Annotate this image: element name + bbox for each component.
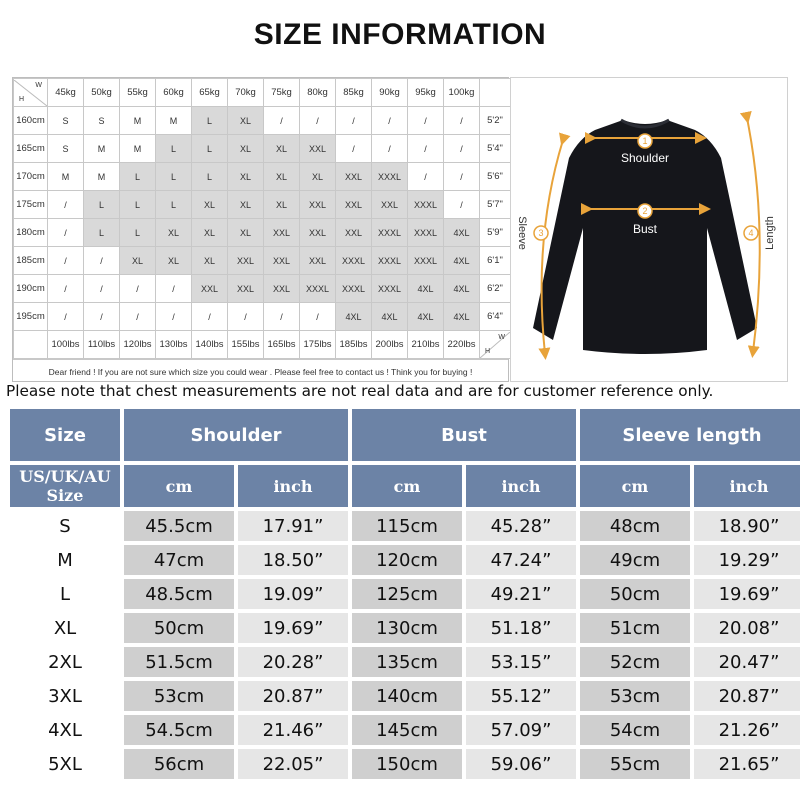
size-row <box>10 545 790 575</box>
size-recommendation-cell: XXXL <box>408 247 444 275</box>
weight-lbs-header: 100lbs <box>48 331 84 359</box>
blank-cell <box>14 331 48 359</box>
size-recommendation-cell: XXXL <box>408 219 444 247</box>
size-recommendation-cell: / <box>444 107 480 135</box>
subheader-sleeve-inch: inch <box>694 465 800 507</box>
size-recommendation-cell: XL <box>228 107 264 135</box>
bust-inch-cell: 55.12” <box>466 681 576 711</box>
size-recommendation-cell: M <box>84 135 120 163</box>
bust-cm-cell: 125cm <box>352 579 462 609</box>
shoulder-inch-cell: 17.91” <box>238 511 348 541</box>
weight-kg-header: 75kg <box>264 79 300 107</box>
size-recommendation-cell: XL <box>300 163 336 191</box>
marker-4-number: 4 <box>748 228 754 238</box>
sleeve-inch-cell: 18.90” <box>694 511 800 541</box>
size-cell: S <box>10 511 120 541</box>
subheader-bust-cm: cm <box>352 465 462 507</box>
size-row <box>10 715 790 745</box>
shoulder-inch-cell: 19.09” <box>238 579 348 609</box>
size-recommendation-cell: XXL <box>300 219 336 247</box>
height-row <box>14 275 511 303</box>
size-recommendation-cell: XL <box>264 163 300 191</box>
sleeve-inch-cell: 21.65” <box>694 749 800 779</box>
size-recommendation-cell: XL <box>192 247 228 275</box>
size-recommendation-cell: / <box>264 303 300 331</box>
size-recommendation-cell: / <box>192 303 228 331</box>
header-size: Size <box>10 409 120 461</box>
shoulder-cm-cell: 53cm <box>124 681 234 711</box>
sleeve-inch-cell: 21.26” <box>694 715 800 745</box>
size-cell: 3XL <box>10 681 120 711</box>
size-recommendation-cell: XXXL <box>372 219 408 247</box>
size-recommendation-cell: L <box>192 163 228 191</box>
size-cell: 4XL <box>10 715 120 745</box>
size-recommendation-cell: 4XL <box>408 303 444 331</box>
size-recommendation-cell: / <box>444 163 480 191</box>
size-recommendation-cell: / <box>48 219 84 247</box>
sleeve-cm-cell: 54cm <box>580 715 690 745</box>
size-measurement-table <box>10 409 790 783</box>
size-recommendation-cell: / <box>336 135 372 163</box>
size-recommendation-cell: XL <box>228 191 264 219</box>
chest-disclaimer: Please note that chest measurements are not real data and are for customer reference only. <box>6 382 714 400</box>
size-recommendation-cell: / <box>84 275 120 303</box>
size-recommendation-cell: L <box>156 163 192 191</box>
shoulder-cm-cell: 48.5cm <box>124 579 234 609</box>
size-recommendation-cell: M <box>120 135 156 163</box>
height-row <box>14 191 511 219</box>
sleeve-inch-cell: 20.87” <box>694 681 800 711</box>
length-label: Length <box>764 216 776 250</box>
size-row <box>10 579 790 609</box>
size-recommendation-cell: XXXL <box>336 275 372 303</box>
weight-lbs-header: 185lbs <box>336 331 372 359</box>
bust-cm-cell: 145cm <box>352 715 462 745</box>
bust-inch-cell: 45.28” <box>466 511 576 541</box>
size-recommendation-cell: S <box>48 107 84 135</box>
sleeve-inch-cell: 19.69” <box>694 579 800 609</box>
weight-lbs-header: 165lbs <box>264 331 300 359</box>
bust-inch-cell: 47.24” <box>466 545 576 575</box>
subheader-shoulder-inch: inch <box>238 465 348 507</box>
size-recommendation-cell: / <box>264 107 300 135</box>
size-recommendation-cell: XL <box>228 135 264 163</box>
size-recommendation-cell: / <box>156 303 192 331</box>
bust-cm-cell: 115cm <box>352 511 462 541</box>
size-recommendation-cell: M <box>48 163 84 191</box>
size-recommendation-cell: XL <box>120 247 156 275</box>
size-recommendation-cell: XXXL <box>408 191 444 219</box>
size-row <box>10 681 790 711</box>
height-row <box>14 303 511 331</box>
size-recommendation-cell: L <box>192 135 228 163</box>
shoulder-inch-cell: 19.69” <box>238 613 348 643</box>
weight-lbs-row <box>14 331 511 359</box>
size-recommendation-cell: / <box>444 191 480 219</box>
size-recommendation-cell: XXXL <box>372 275 408 303</box>
sleeve-cm-cell: 55cm <box>580 749 690 779</box>
shoulder-inch-cell: 20.28” <box>238 647 348 677</box>
sleeve-inch-cell: 20.08” <box>694 613 800 643</box>
weight-kg-header: 85kg <box>336 79 372 107</box>
height-ft-label: 6'2" <box>480 275 511 303</box>
weight-height-table <box>13 78 511 359</box>
shoulder-inch-cell: 20.87” <box>238 681 348 711</box>
size-recommendation-cell: L <box>120 163 156 191</box>
height-cm-label: 180cm <box>14 219 48 247</box>
height-cm-label: 165cm <box>14 135 48 163</box>
size-recommendation-cell: M <box>120 107 156 135</box>
height-row <box>14 247 511 275</box>
size-recommendation-cell: XL <box>192 191 228 219</box>
shoulder-label: Shoulder <box>620 151 670 165</box>
sleeve-cm-cell: 48cm <box>580 511 690 541</box>
size-recommendation-cell: XXL <box>264 275 300 303</box>
size-recommendation-cell: XL <box>156 247 192 275</box>
shoulder-cm-cell: 50cm <box>124 613 234 643</box>
size-recommendation-cell: / <box>120 275 156 303</box>
size-row <box>10 647 790 677</box>
bust-cm-cell: 135cm <box>352 647 462 677</box>
size-recommendation-cell: M <box>156 107 192 135</box>
size-recommendation-cell: XXL <box>264 219 300 247</box>
size-recommendation-cell: XL <box>264 191 300 219</box>
size-recommendation-cell: XL <box>228 163 264 191</box>
height-row <box>14 135 511 163</box>
height-ft-label: 6'1" <box>480 247 511 275</box>
corner-h-bottom: H <box>485 347 491 355</box>
size-recommendation-cell: XL <box>156 219 192 247</box>
sweater-diagram <box>511 78 789 383</box>
subheader-bust-inch: inch <box>466 465 576 507</box>
weight-kg-header: 90kg <box>372 79 408 107</box>
subheader-sleeve-cm: cm <box>580 465 690 507</box>
size-recommendation-cell: S <box>84 107 120 135</box>
weight-kg-header: 100kg <box>444 79 480 107</box>
shoulder-cm-cell: 54.5cm <box>124 715 234 745</box>
size-recommendation-cell: / <box>84 303 120 331</box>
corner-w: W <box>35 81 42 89</box>
size-recommendation-cell: / <box>444 135 480 163</box>
size-recommendation-cell: / <box>300 107 336 135</box>
shoulder-inch-cell: 22.05” <box>238 749 348 779</box>
size-cell: 2XL <box>10 647 120 677</box>
height-ft-label: 5'7" <box>480 191 511 219</box>
bust-inch-cell: 57.09” <box>466 715 576 745</box>
size-recommendation-cell: XXL <box>228 247 264 275</box>
size-recommendation-cell: S <box>48 135 84 163</box>
size-recommendation-cell: 4XL <box>372 303 408 331</box>
sleeve-inch-cell: 20.47” <box>694 647 800 677</box>
size-recommendation-cell: XXL <box>300 191 336 219</box>
size-recommendation-cell: 4XL <box>444 275 480 303</box>
subheader-shoulder-cm: cm <box>124 465 234 507</box>
height-row <box>14 107 511 135</box>
shoulder-cm-cell: 56cm <box>124 749 234 779</box>
bust-inch-cell: 59.06” <box>466 749 576 779</box>
shoulder-cm-cell: 45.5cm <box>124 511 234 541</box>
corner-cell-bottom <box>480 331 511 359</box>
height-ft-label: 6'4" <box>480 303 511 331</box>
bust-cm-cell: 120cm <box>352 545 462 575</box>
weight-kg-header: 70kg <box>228 79 264 107</box>
height-row <box>14 163 511 191</box>
size-rows <box>10 511 790 779</box>
height-row <box>14 219 511 247</box>
size-recommendation-cell: L <box>120 219 156 247</box>
weight-lbs-header: 130lbs <box>156 331 192 359</box>
weight-kg-header: 50kg <box>84 79 120 107</box>
header-shoulder: Shoulder <box>124 409 348 461</box>
corner-w-bottom: W <box>498 333 505 341</box>
height-ft-label: 5'4" <box>480 135 511 163</box>
size-recommendation-cell: XXL <box>336 163 372 191</box>
sweater-illustration <box>510 77 788 382</box>
bust-inch-cell: 49.21” <box>466 579 576 609</box>
sleeve-inch-cell: 19.29” <box>694 545 800 575</box>
bust-label: Bust <box>632 222 658 236</box>
height-ft-label: 5'9" <box>480 219 511 247</box>
size-recommendation-cell: 4XL <box>444 219 480 247</box>
weight-lbs-header: 210lbs <box>408 331 444 359</box>
weight-height-chart <box>12 77 509 382</box>
size-recommendation-cell: XXXL <box>300 275 336 303</box>
height-ft-label: 5'6" <box>480 163 511 191</box>
weight-lbs-header: 140lbs <box>192 331 228 359</box>
size-recommendation-cell: / <box>408 107 444 135</box>
subheader-size-label: US/UK/AU Size <box>10 465 120 507</box>
height-cm-label: 190cm <box>14 275 48 303</box>
size-recommendation-cell: M <box>84 163 120 191</box>
size-recommendation-cell: XXXL <box>372 163 408 191</box>
size-recommendation-cell: L <box>84 191 120 219</box>
size-recommendation-cell: L <box>156 191 192 219</box>
sleeve-cm-cell: 51cm <box>580 613 690 643</box>
size-recommendation-cell: 4XL <box>444 247 480 275</box>
size-recommendation-cell: XXL <box>192 275 228 303</box>
weight-kg-header: 80kg <box>300 79 336 107</box>
size-recommendation-cell: / <box>48 247 84 275</box>
page-title: SIZE INFORMATION <box>253 18 547 51</box>
shoulder-inch-cell: 21.46” <box>238 715 348 745</box>
bust-inch-cell: 51.18” <box>466 613 576 643</box>
size-cell: L <box>10 579 120 609</box>
size-recommendation-cell: XL <box>228 219 264 247</box>
sleeve-cm-cell: 50cm <box>580 579 690 609</box>
bust-cm-cell: 150cm <box>352 749 462 779</box>
header-row <box>10 409 790 461</box>
size-recommendation-cell: L <box>156 135 192 163</box>
size-recommendation-cell: / <box>48 191 84 219</box>
bust-cm-cell: 130cm <box>352 613 462 643</box>
size-recommendation-cell: XXXL <box>372 247 408 275</box>
weight-kg-header: 55kg <box>120 79 156 107</box>
header-bust: Bust <box>352 409 576 461</box>
size-recommendation-cell: / <box>48 303 84 331</box>
marker-2-number: 2 <box>642 206 648 216</box>
weight-lbs-header: 175lbs <box>300 331 336 359</box>
sleeve-label: Sleeve <box>516 216 528 250</box>
size-recommendation-cell: / <box>156 275 192 303</box>
height-cm-label: 175cm <box>14 191 48 219</box>
sleeve-cm-cell: 53cm <box>580 681 690 711</box>
corner-cell <box>14 79 48 107</box>
size-recommendation-cell: L <box>192 107 228 135</box>
subheader-row <box>10 465 790 507</box>
height-cm-label: 170cm <box>14 163 48 191</box>
size-recommendation-cell: / <box>228 303 264 331</box>
weight-lbs-header: 200lbs <box>372 331 408 359</box>
size-row <box>10 613 790 643</box>
size-cell: 5XL <box>10 749 120 779</box>
weight-kg-header: 65kg <box>192 79 228 107</box>
marker-1-number: 1 <box>642 136 648 146</box>
shoulder-cm-cell: 47cm <box>124 545 234 575</box>
size-recommendation-cell: L <box>120 191 156 219</box>
marker-3-number: 3 <box>538 228 544 238</box>
size-recommendation-cell: 4XL <box>444 303 480 331</box>
size-recommendation-cell: XL <box>192 219 228 247</box>
weight-lbs-header: 155lbs <box>228 331 264 359</box>
size-recommendation-cell: / <box>408 163 444 191</box>
bust-cm-cell: 140cm <box>352 681 462 711</box>
size-recommendation-cell: / <box>48 275 84 303</box>
weight-kg-header: 60kg <box>156 79 192 107</box>
size-recommendation-cell: XXL <box>228 275 264 303</box>
height-cm-label: 195cm <box>14 303 48 331</box>
weight-kg-header: 95kg <box>408 79 444 107</box>
weight-lbs-header: 220lbs <box>444 331 480 359</box>
height-cm-label: 185cm <box>14 247 48 275</box>
size-recommendation-cell: / <box>300 303 336 331</box>
size-recommendation-cell: / <box>336 107 372 135</box>
size-recommendation-cell: 4XL <box>336 303 372 331</box>
size-recommendation-cell: XXL <box>372 191 408 219</box>
size-recommendation-cell: 4XL <box>408 275 444 303</box>
weight-lbs-header: 120lbs <box>120 331 156 359</box>
height-ft-label: 5'2" <box>480 107 511 135</box>
size-recommendation-cell: XXL <box>300 135 336 163</box>
size-recommendation-cell: XXL <box>336 219 372 247</box>
contact-note: Dear friend ! If you are not sure which size you could wear . Please feel free to contact us ! Think you for buying ! <box>13 359 508 383</box>
weight-lbs-header: 110lbs <box>84 331 120 359</box>
header-sleeve-length: Sleeve length <box>580 409 800 461</box>
height-cm-label: 160cm <box>14 107 48 135</box>
sleeve-cm-cell: 52cm <box>580 647 690 677</box>
size-recommendation-cell: / <box>408 135 444 163</box>
size-recommendation-cell: L <box>84 219 120 247</box>
size-recommendation-cell: XL <box>264 135 300 163</box>
size-row <box>10 511 790 541</box>
size-recommendation-cell: / <box>372 107 408 135</box>
size-recommendation-cell: / <box>120 303 156 331</box>
bust-inch-cell: 53.15” <box>466 647 576 677</box>
size-recommendation-cell: / <box>372 135 408 163</box>
shoulder-cm-cell: 51.5cm <box>124 647 234 677</box>
weight-header-row <box>14 79 511 107</box>
size-recommendation-cell: XXL <box>300 247 336 275</box>
size-row <box>10 749 790 779</box>
size-recommendation-cell: / <box>84 247 120 275</box>
size-recommendation-cell: XXL <box>336 191 372 219</box>
size-cell: XL <box>10 613 120 643</box>
weight-kg-header: 45kg <box>48 79 84 107</box>
corner-h: H <box>19 95 25 103</box>
shoulder-inch-cell: 18.50” <box>238 545 348 575</box>
size-cell: M <box>10 545 120 575</box>
sleeve-cm-cell: 49cm <box>580 545 690 575</box>
blank-cell <box>480 79 511 107</box>
size-recommendation-cell: XXXL <box>336 247 372 275</box>
size-recommendation-cell: XXL <box>264 247 300 275</box>
